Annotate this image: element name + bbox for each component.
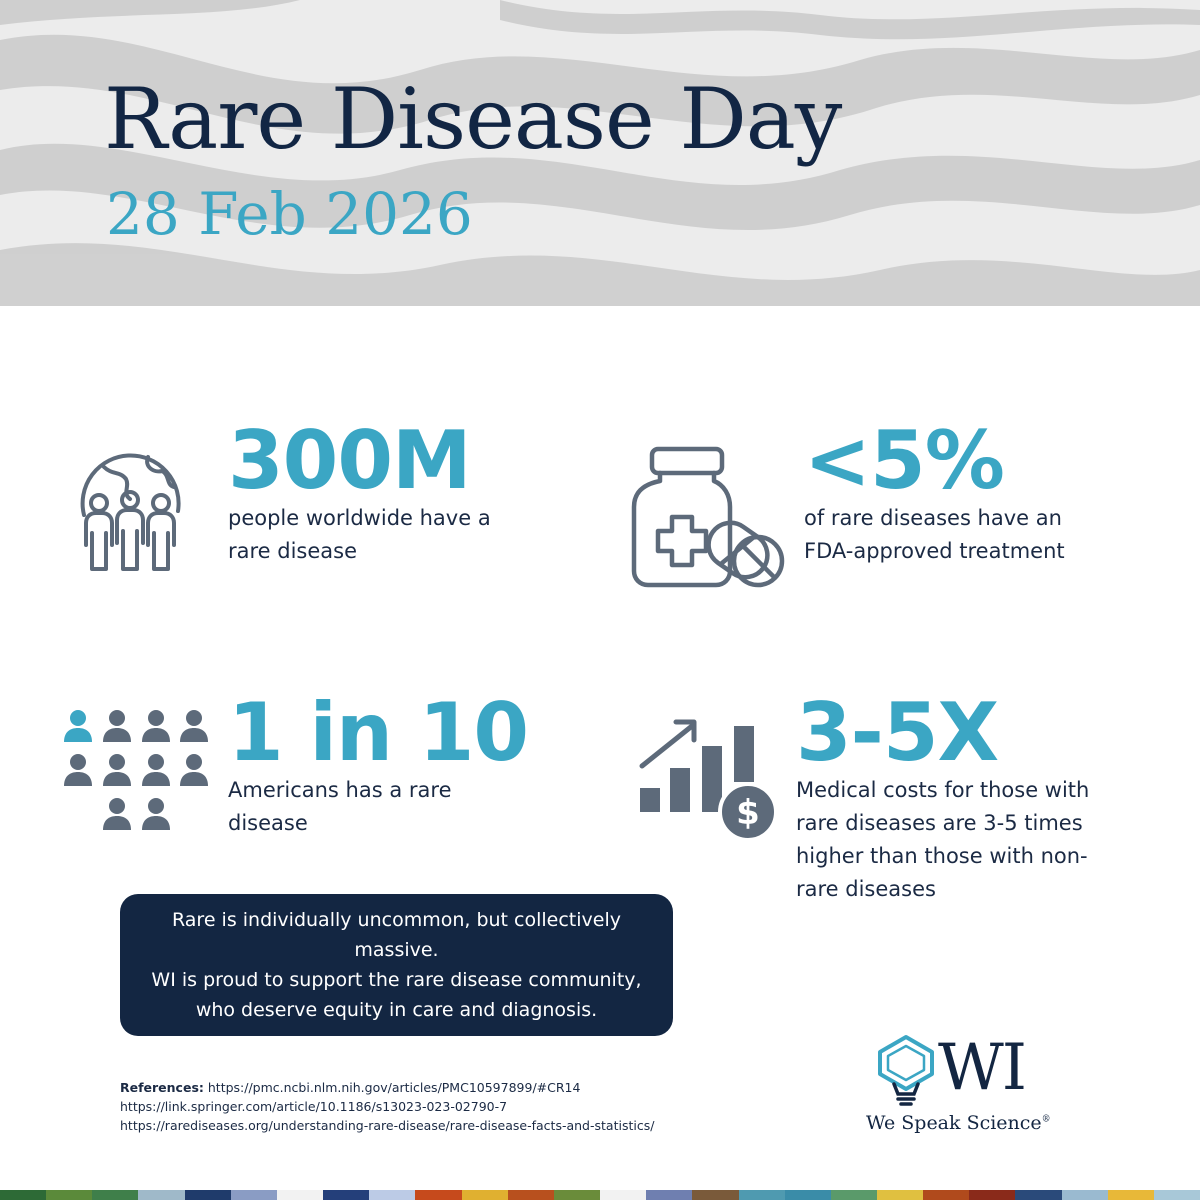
decorative-color-bar bbox=[0, 1190, 1200, 1200]
color-bar-segment bbox=[692, 1190, 738, 1200]
color-bar-segment bbox=[969, 1190, 1015, 1200]
references bbox=[120, 1078, 654, 1135]
stat-treatment bbox=[804, 416, 1104, 568]
highlighted-person-icon bbox=[64, 710, 92, 742]
reference-link[interactable]: https://pmc.ncbi.nlm.nih.gov/articles/PMC10597899/#CR14 bbox=[207, 1080, 581, 1095]
medicine-bottle-icon bbox=[630, 445, 786, 590]
wi-logo bbox=[866, 1030, 1086, 1145]
color-bar-segment bbox=[415, 1190, 461, 1200]
color-bar-segment bbox=[369, 1190, 415, 1200]
reference-link[interactable]: https://rarediseases.org/understanding-rare-disease/rare-disease-facts-and-statistics/ bbox=[120, 1118, 655, 1133]
stat-description: Medical costs for those with rare diseases are 3-5 times higher than those with non-rare diseases bbox=[796, 778, 1090, 901]
stat-value: 1 in 10 bbox=[228, 686, 529, 779]
stat-worldwide bbox=[228, 416, 528, 568]
message-line-1: Rare is individually uncommon, but collectively massive. bbox=[172, 909, 621, 961]
stat-description: Americans has a rare disease bbox=[228, 778, 452, 835]
color-bar-segment bbox=[923, 1190, 969, 1200]
logo-mark: WI bbox=[938, 1031, 1026, 1105]
reference-link[interactable]: https://link.springer.com/article/10.1186/s13023-023-02790-7 bbox=[120, 1099, 508, 1114]
cost-growth-chart-icon bbox=[636, 712, 776, 842]
color-bar-segment bbox=[185, 1190, 231, 1200]
color-bar-segment bbox=[231, 1190, 277, 1200]
color-bar-segment bbox=[831, 1190, 877, 1200]
color-bar-segment bbox=[92, 1190, 138, 1200]
header-banner bbox=[0, 0, 1200, 306]
message-line-2: WI is proud to support the rare disease community, who deserve equity in care and diagnosis. bbox=[151, 969, 642, 1021]
color-bar-segment bbox=[646, 1190, 692, 1200]
color-bar-segment bbox=[1015, 1190, 1061, 1200]
color-bar-segment bbox=[1108, 1190, 1154, 1200]
color-bar-segment bbox=[1062, 1190, 1108, 1200]
color-bar-segment bbox=[877, 1190, 923, 1200]
color-bar-segment bbox=[785, 1190, 831, 1200]
globe-people-icon bbox=[74, 445, 186, 575]
color-bar-segment bbox=[277, 1190, 323, 1200]
color-bar-segment bbox=[1154, 1190, 1200, 1200]
stat-description: people worldwide have a rare disease bbox=[228, 506, 491, 563]
color-bar-segment bbox=[0, 1190, 46, 1200]
color-bar-segment bbox=[554, 1190, 600, 1200]
stat-americans bbox=[228, 688, 528, 840]
event-date: 28 Feb 2026 bbox=[106, 180, 473, 248]
color-bar-segment bbox=[138, 1190, 184, 1200]
page-title: Rare Disease Day bbox=[104, 70, 842, 168]
color-bar-segment bbox=[508, 1190, 554, 1200]
logo-tagline: We Speak Science® bbox=[866, 1112, 1051, 1134]
stat-value: <5% bbox=[804, 414, 1004, 507]
stat-value: 3-5X bbox=[796, 686, 999, 779]
stat-value: 300M bbox=[228, 414, 471, 507]
color-bar-segment bbox=[600, 1190, 646, 1200]
color-bar-segment bbox=[323, 1190, 369, 1200]
support-message-box bbox=[120, 894, 673, 1036]
references-label: References: bbox=[120, 1080, 204, 1095]
color-bar-segment bbox=[462, 1190, 508, 1200]
color-bar-segment bbox=[739, 1190, 785, 1200]
stat-medical-costs bbox=[796, 688, 1096, 906]
people-group-icon bbox=[60, 710, 210, 835]
lightbulb-hexagon-icon bbox=[874, 1034, 938, 1110]
svg-text:$: $ bbox=[736, 793, 760, 833]
color-bar-segment bbox=[46, 1190, 92, 1200]
stat-description: of rare diseases have an FDA-approved treatment bbox=[804, 506, 1065, 563]
registered-mark: ® bbox=[1041, 1114, 1051, 1125]
